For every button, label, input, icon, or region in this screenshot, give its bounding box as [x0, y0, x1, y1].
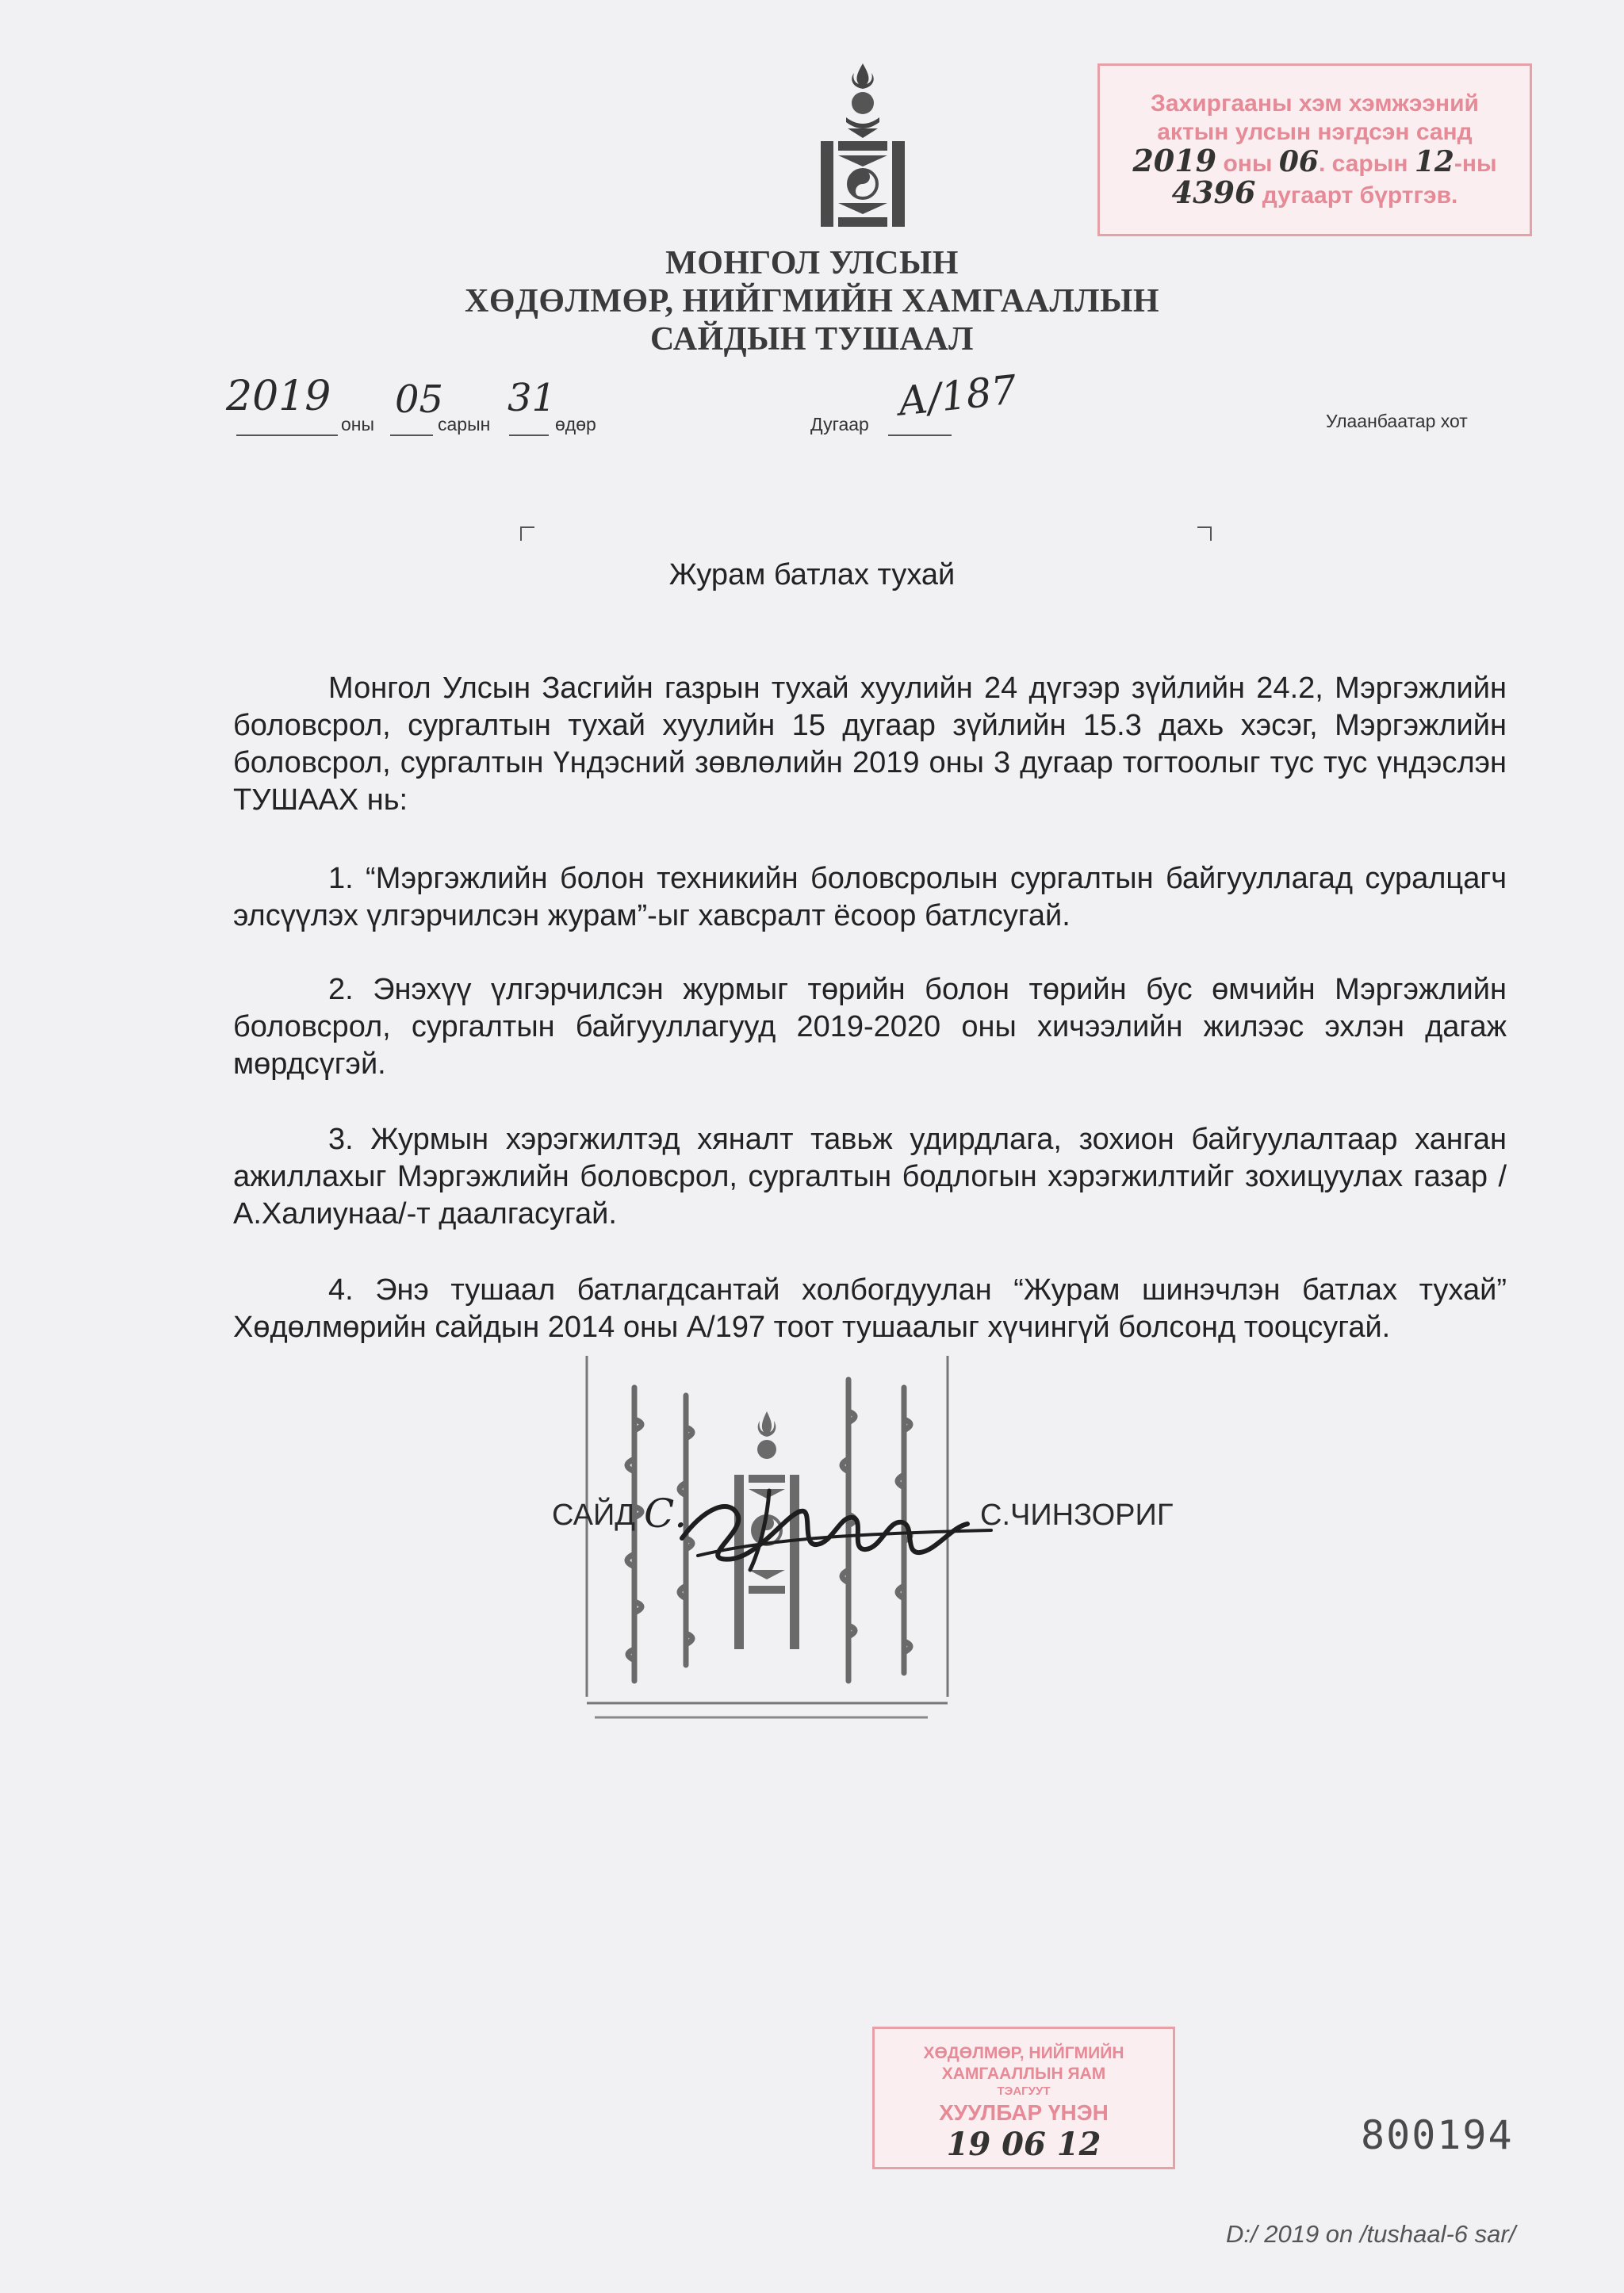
- date-year: 2019: [226, 373, 331, 420]
- registration-month: 06: [1278, 145, 1319, 178]
- soyombo-emblem-icon: [818, 62, 908, 228]
- item-2-paragraph: [233, 971, 1507, 1083]
- registration-day: 12: [1414, 145, 1454, 178]
- copy-stamp-line3: ТЭАГУУТ: [997, 2084, 1051, 2098]
- subject-bracket-left: [520, 526, 534, 541]
- intro-paragraph: [233, 670, 1507, 819]
- order-number-label: Дугаар: [810, 414, 869, 434]
- city: Улаанбаатар хот: [1326, 411, 1468, 431]
- subject-bracket-right: [1197, 526, 1212, 541]
- header-country: МОНГОЛ УЛСЫН: [665, 245, 959, 281]
- date-year-underline: [236, 434, 338, 436]
- signature-title: САЙД: [552, 1499, 636, 1532]
- registration-year: 2019: [1132, 143, 1217, 178]
- intro-text: Монгол Улсын Засгийн газрын тухай хуулийн 24 дүгээр зүйлийн 24.2, Мэргэжлийн боловсрол, сургалтын тухай хуулийн 15 дугаар зүйлийн 15.3 дахь хэсэг, Мэргэжлийн боловсрол, сургалтын Үндэсний зөвлөлийн 2019 оны 3 дугаар тогтоолыг тус тус үндэслэн ТУШААХ нь:: [233, 672, 1507, 817]
- registration-number: 4396: [1171, 174, 1256, 210]
- copy-stamp-line2: ХАМГААЛЛЫН ЯАМ: [941, 2065, 1106, 2083]
- registration-stamp-line2: актын улсын нэгдсэн санд: [1157, 119, 1473, 145]
- item-1-text: 1. “Мэргэжлийн болон техникийн боловсролын сургалтын байгууллагад суралцагч элсүүлэх үлгэрчилсэн журам”-ыг хавсралт ёсоор батлсугай.: [233, 862, 1507, 932]
- item-3-paragraph: [233, 1121, 1507, 1233]
- registration-saryn-label: . сарын: [1318, 151, 1408, 177]
- signatory-name: С.ЧИНЗОРИГ: [980, 1499, 1174, 1532]
- item-2-text: 2. Энэхүү үлгэрчилсэн журмыг төрийн болон төрийн бус өмчийн Мэргэжлийн боловсрол, сургалтын байгууллагууд 2019-2020 оны хичээлийн жилээс эхлэн дагаж мөрдсүгэй.: [233, 973, 1507, 1081]
- registration-stamp-line1: Захиргааны хэм хэмжээний: [1151, 90, 1479, 117]
- copy-stamp-date: 19 06 12: [946, 2126, 1101, 2163]
- registration-oni-label: оны: [1223, 151, 1273, 177]
- registration-stamp-line4: [1100, 174, 1530, 210]
- signature-handwriting-initial: С.: [644, 1491, 688, 1537]
- registration-stamp-text: дугаарт бүртгэв.: [1262, 182, 1458, 209]
- date-year-label: оны: [341, 414, 375, 434]
- registration-stamp-line3: [1100, 143, 1530, 178]
- handwritten-signature-icon: [674, 1483, 1007, 1578]
- copy-stamp-line4: ХУУЛБАР ҮНЭН: [939, 2100, 1109, 2125]
- copy-certification-stamp: [872, 2027, 1175, 2169]
- date-day-label: өдөр: [555, 414, 596, 434]
- registration-ny-label: -ны: [1454, 151, 1497, 177]
- item-4-paragraph: [233, 1272, 1507, 1346]
- header-ministry: ХӨДӨЛМӨР, НИЙГМИЙН ХАМГААЛЛЫН: [464, 283, 1159, 320]
- date-day-underline: [509, 434, 549, 436]
- date-month-label: сарын: [438, 414, 491, 434]
- date-month: 05: [395, 377, 444, 422]
- registration-stamp: [1097, 63, 1532, 236]
- date-day: 31: [508, 376, 557, 420]
- order-number: А/187: [895, 366, 1019, 425]
- date-month-underline: [390, 434, 433, 436]
- item-3-text: 3. Журмын хэрэгжилтэд хяналт тавьж удирдлага, зохион байгуулалтаар ханган ажиллахыг Мэргэжлийн боловсрол, сургалтын бодлогын хэрэгжилтийг зохицуулах газар /А.Халиунаа/-т даалгасугай.: [233, 1123, 1507, 1231]
- item-4-text: 4. Энэ тушаал батлагдсантай холбогдуулан “Журам шинэчлэн батлах тухай” Хөдөлмөрийн сайдын 2014 оны А/197 тоот тушаалыг хүчингүй болсонд тооцсугай.: [233, 1273, 1507, 1344]
- order-number-underline: [888, 434, 952, 436]
- file-path: D:/ 2019 on /tushaal-6 sar/: [1226, 2220, 1516, 2248]
- item-1-paragraph: [233, 860, 1507, 935]
- serial-number: 800194: [1361, 2112, 1514, 2158]
- order-subject-title: Журам батлах тухай: [668, 558, 956, 591]
- header-order-title: САЙДЫН ТУШААЛ: [650, 321, 974, 358]
- copy-stamp-line1: ХӨДӨЛМӨР, НИЙГМИЙН: [923, 2044, 1124, 2062]
